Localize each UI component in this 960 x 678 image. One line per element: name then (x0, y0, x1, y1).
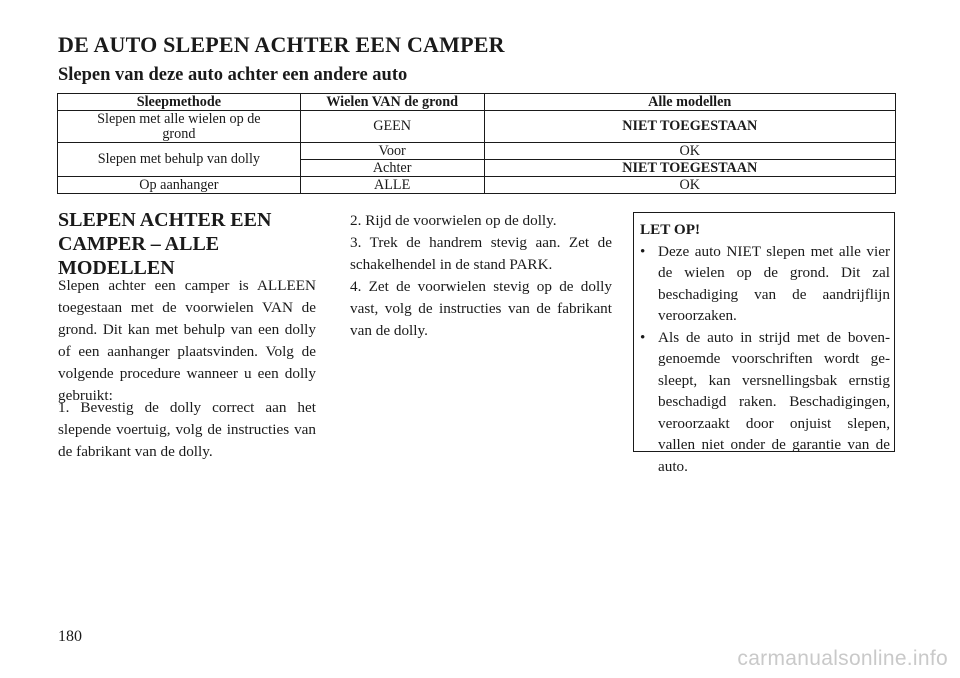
step-4: 4. Zet de voorwielen stevig op de dolly vast, volg de instructies van de fabrikant van de dolly. (350, 278, 612, 339)
bullet-icon: • (640, 328, 646, 346)
cell-wheels: Voor (300, 143, 484, 160)
warning-title: LET OP! (640, 221, 701, 238)
towing-table (57, 93, 896, 194)
table-header-row (58, 94, 896, 111)
table-row (58, 143, 896, 160)
cell-models: OK (484, 177, 896, 194)
page-number: 180 (58, 628, 82, 645)
step-3: 3. Trek de handrem stevig aan. Zet de schakelhendel in de stand PARK. (350, 234, 612, 273)
list-item (640, 327, 890, 478)
list-item (640, 241, 890, 327)
warning-item-text: Deze auto NIET slepen met alle vier de wielen op de grond. Dit zal beschadiging van de aandrijflijn veroorzaken. (658, 242, 890, 324)
bullet-icon: • (640, 242, 646, 260)
intro-paragraph: Slepen achter een camper is ALLEEN toegestaan met de voorwielen VAN de grond. Dit kan met behulp van een dolly of een aanhanger plaatsvinden. Volg de volgende procedure wanneer u een dolly gebruikt: (58, 277, 316, 404)
cell-method: Slepen met alle wielen op de grond (58, 111, 301, 143)
section-title: SLEPEN ACHTER EEN CAMPER – ALLE MODELLEN (58, 209, 272, 279)
column-header-wheels: Wielen VAN de grond (300, 94, 484, 111)
table-heading: Slepen van deze auto achter een andere auto (58, 65, 408, 85)
cell-models: NIET TOEGESTAAN (484, 160, 896, 177)
column-header-method: Sleepmethode (58, 94, 301, 111)
warning-box (633, 212, 895, 475)
step-1: 1. Bevestig de dolly correct aan het slepende voertuig, volg de instructies van de fabrikant van de dolly. (58, 399, 316, 460)
watermark: carmanualsonline.info (737, 647, 948, 670)
warning-item-text: Als de auto in strijd met de bovengenoemde voorschriften wordt gesleept, kan versnellingsbak ernstig beschadigd raken. Beschadigingen, veroorzaakt door onjuist slepen, vallen niet onder de garantie van de auto. (658, 328, 890, 475)
cell-method: Slepen met behulp van dolly (58, 143, 301, 177)
column-header-models: Alle modellen (484, 94, 896, 111)
cell-wheels: GEEN (300, 111, 484, 143)
table-row (58, 111, 896, 143)
cell-models: NIET TOEGESTAAN (484, 111, 896, 143)
page-heading: DE AUTO SLEPEN ACHTER EEN CAMPER (58, 32, 505, 57)
cell-wheels: Achter (300, 160, 484, 177)
table-row (58, 177, 896, 194)
warning-list (640, 241, 890, 478)
cell-models: OK (484, 143, 896, 160)
cell-method: Op aanhanger (58, 177, 301, 194)
step-2: 2. Rijd de voorwielen op de dolly. (350, 212, 557, 229)
cell-wheels: ALLE (300, 177, 484, 194)
